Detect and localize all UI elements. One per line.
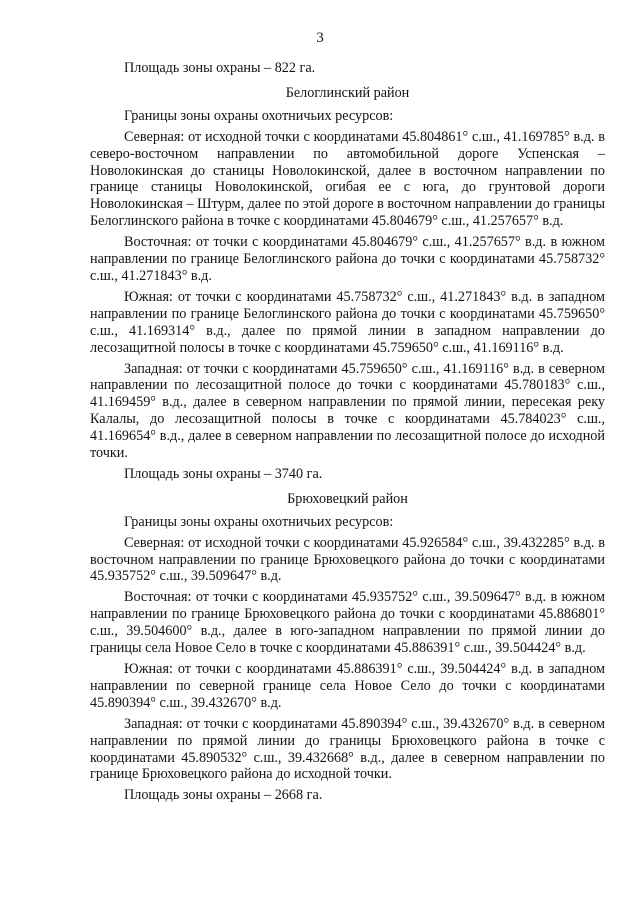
- north-boundary: Северная: от исходной точки с координатами 45.926584° с.ш., 39.432285° в.д. в восточном направлении по границе Брюховецкого района до точки с координатами 45.935752° с.ш., 39.509647° в.д.: [90, 534, 605, 585]
- east-boundary: Восточная: от точки с координатами 45.804679° с.ш., 41.257657° в.д. в южном направлении по границе Белоглинского района до точки с координатами 45.758732° с.ш., 41.271843° в.д.: [90, 234, 605, 284]
- east-boundary: Восточная: от точки с координатами 45.935752° с.ш., 39.509647° в.д. в южном направлении по границе Брюховецкого района до точки с координатами 45.886801° с.ш., 39.504600° в.д., далее в юго-западном направлении по прямой линии до границы села Новое Село в точке с координатами 45.886391° с.ш., 39.504424° в.д.: [90, 589, 605, 657]
- south-boundary: Южная: от точки с координатами 45.758732° с.ш., 41.271843° в.д. в западном направлении по границе Белоглинского района до точки с координатами 45.759650° с.ш., 41.169314° в.д., далее по прямой линии в западном направлении до лесозащитной полосы в точке с координатами 45.759650° с.ш., 41.169116° в.д.: [90, 288, 605, 356]
- document-body: [90, 58, 605, 812]
- south-boundary: Южная: от точки с координатами 45.886391° с.ш., 39.504424° в.д. в западном направлении по северной границе села Новое Село до точки с координатами 45.890394° с.ш., 39.432670° в.д.: [90, 661, 605, 711]
- boundaries-heading: Границы зоны охраны охотничьих ресурсов:: [124, 513, 394, 530]
- section-title: Белоглинский район: [285, 84, 410, 101]
- area-text: Площадь зоны охраны – 3740 га.: [124, 465, 323, 482]
- section-bryukhovetsky: [90, 491, 605, 804]
- intro-area-text: Площадь зоны охраны – 822 га.: [124, 60, 316, 76]
- page-number: 3: [316, 30, 324, 46]
- west-boundary: Западная: от точки с координатами 45.890394° с.ш., 39.432670° в.д. в северном направлении по прямой линии до границы Брюховецкого района в точке с координатами 45.890532° с.ш., 39.432668° в.д., далее в северном направлении по границе Брюховецкого района до исходной точки.: [90, 715, 605, 783]
- area-text: Площадь зоны охраны – 2668 га.: [124, 787, 323, 804]
- section-title: Брюховецкий район: [287, 490, 408, 507]
- west-boundary: Западная: от точки с координатами 45.759650° с.ш., 41.169116° в.д. в северном направлении по лесозащитной полосе до точки с координатами 45.780183° с.ш., 41.169459° в.д., далее в северном направлении по прямой линии, пересекая реку Калалы, до лесозащитной полосы в точке с координатами 45.784023° с.ш., 41.169654° в.д., далее в северном направлении по лесозащитной полосе до исходной точки.: [90, 360, 605, 462]
- boundaries-heading: Границы зоны охраны охотничьих ресурсов:: [124, 107, 394, 124]
- north-boundary: Северная: от исходной точки с координатами 45.804861° с.ш., 41.169785° в.д. в северо-восточном направлении по автомобильной дороге Успенская – Новолокинская до станицы Новолокинской, далее в восточном направлении по границе станицы Новолокинской, огибая ее с юга, до грунтовой дороги Новолокинская – Штурм, далее по этой дороге в восточном направлении до границы Белоглинского района в точке с координатами 45.804679° с.ш., 41.257657° в.д.: [90, 128, 605, 230]
- section-beloglinsky: [90, 85, 605, 483]
